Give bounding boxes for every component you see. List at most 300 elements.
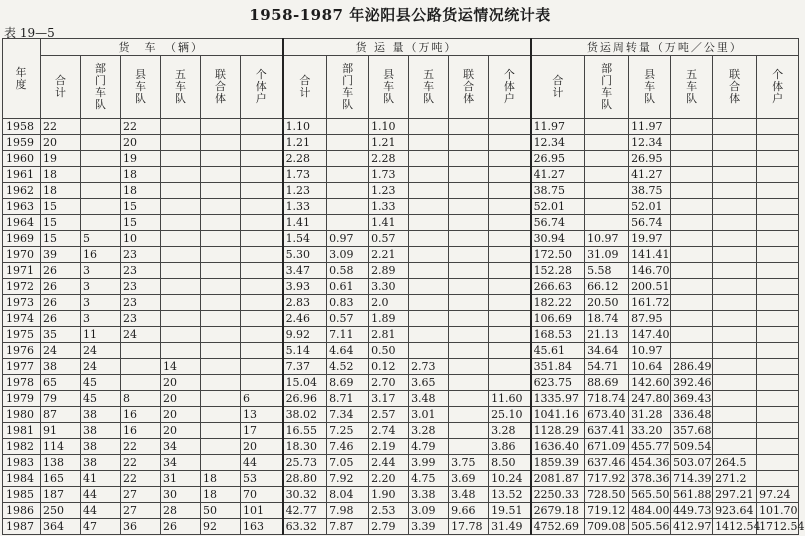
value-cell: 1335.97 bbox=[531, 391, 585, 407]
value-cell bbox=[449, 231, 489, 247]
value-cell: 509.54 bbox=[671, 439, 713, 455]
value-cell bbox=[489, 231, 531, 247]
value-cell: 22 bbox=[41, 119, 81, 135]
table-row bbox=[3, 151, 799, 167]
year-cell: 1963 bbox=[3, 199, 41, 215]
value-cell: 3.48 bbox=[409, 391, 449, 407]
value-cell: 114 bbox=[41, 439, 81, 455]
value-cell: 3.93 bbox=[283, 279, 327, 295]
year-cell: 1958 bbox=[3, 119, 41, 135]
value-cell: 39 bbox=[41, 247, 81, 263]
value-cell: 10.97 bbox=[629, 343, 671, 359]
table-row bbox=[3, 199, 799, 215]
value-cell bbox=[713, 263, 757, 279]
year-cell: 1977 bbox=[3, 359, 41, 375]
value-cell: 2679.18 bbox=[531, 503, 585, 519]
value-cell: 505.56 bbox=[629, 519, 671, 535]
value-cell bbox=[81, 119, 121, 135]
subheader-cell: 县车队 bbox=[369, 56, 409, 119]
value-cell bbox=[449, 391, 489, 407]
value-cell bbox=[489, 151, 531, 167]
value-cell: 16 bbox=[121, 423, 161, 439]
value-cell: 3.75 bbox=[449, 455, 489, 471]
value-cell bbox=[489, 279, 531, 295]
value-cell: 3.09 bbox=[409, 503, 449, 519]
value-cell: 369.43 bbox=[671, 391, 713, 407]
table-row bbox=[3, 183, 799, 199]
value-cell: 3.48 bbox=[449, 487, 489, 503]
value-cell bbox=[161, 263, 201, 279]
value-cell: 637.46 bbox=[585, 455, 629, 471]
value-cell: 16 bbox=[81, 247, 121, 263]
value-cell: 26 bbox=[41, 279, 81, 295]
value-cell bbox=[81, 167, 121, 183]
value-cell: 47 bbox=[81, 519, 121, 535]
value-cell: 10 bbox=[121, 231, 161, 247]
value-cell bbox=[449, 343, 489, 359]
value-cell bbox=[81, 183, 121, 199]
value-cell bbox=[201, 151, 241, 167]
value-cell: 2.28 bbox=[283, 151, 327, 167]
value-cell bbox=[489, 119, 531, 135]
value-cell bbox=[409, 295, 449, 311]
year-cell: 1985 bbox=[3, 487, 41, 503]
page-title: 1958-1987 年泌阳县公路货运情况统计表 bbox=[249, 6, 551, 24]
value-cell: 0.50 bbox=[369, 343, 409, 359]
subheader-cell: 部门车队 bbox=[327, 56, 369, 119]
value-cell: 3 bbox=[81, 279, 121, 295]
year-cell: 1980 bbox=[3, 407, 41, 423]
value-cell: 2.73 bbox=[409, 359, 449, 375]
value-cell: 41.27 bbox=[531, 167, 585, 183]
value-cell bbox=[241, 263, 283, 279]
header-group-vehicles: 货 车 （辆） bbox=[41, 39, 283, 56]
value-cell: 709.08 bbox=[585, 519, 629, 535]
value-cell bbox=[671, 231, 713, 247]
subheader-cell: 五车队 bbox=[409, 56, 449, 119]
value-cell bbox=[713, 327, 757, 343]
subheader-cell: 个体户 bbox=[489, 56, 531, 119]
value-cell: 2.57 bbox=[369, 407, 409, 423]
value-cell: 22 bbox=[121, 119, 161, 135]
value-cell: 2.44 bbox=[369, 455, 409, 471]
value-cell: 3.28 bbox=[489, 423, 531, 439]
value-cell bbox=[161, 279, 201, 295]
value-cell bbox=[327, 119, 369, 135]
value-cell bbox=[585, 135, 629, 151]
value-cell: 0.58 bbox=[327, 263, 369, 279]
value-cell: 1.73 bbox=[283, 167, 327, 183]
value-cell: 34 bbox=[161, 455, 201, 471]
value-cell: 30 bbox=[161, 487, 201, 503]
value-cell bbox=[713, 231, 757, 247]
value-cell: 8.04 bbox=[327, 487, 369, 503]
value-cell bbox=[713, 423, 757, 439]
value-cell bbox=[201, 231, 241, 247]
value-cell bbox=[585, 167, 629, 183]
year-cell: 1974 bbox=[3, 311, 41, 327]
subheader-cell: 合计 bbox=[531, 56, 585, 119]
value-cell bbox=[757, 231, 799, 247]
value-cell: 8 bbox=[121, 391, 161, 407]
value-cell bbox=[81, 135, 121, 151]
value-cell: 1859.39 bbox=[531, 455, 585, 471]
value-cell bbox=[489, 327, 531, 343]
value-cell: 38.75 bbox=[531, 183, 585, 199]
value-cell: 31 bbox=[161, 471, 201, 487]
value-cell: 30.94 bbox=[531, 231, 585, 247]
value-cell bbox=[409, 167, 449, 183]
subheader-cell: 部门车队 bbox=[585, 56, 629, 119]
value-cell: 1.41 bbox=[369, 215, 409, 231]
value-cell: 23 bbox=[121, 279, 161, 295]
value-cell: 718.74 bbox=[585, 391, 629, 407]
value-cell: 728.50 bbox=[585, 487, 629, 503]
value-cell bbox=[671, 167, 713, 183]
subheader-cell: 联合体 bbox=[449, 56, 489, 119]
value-cell bbox=[757, 455, 799, 471]
subheader-cell: 五车队 bbox=[161, 56, 201, 119]
value-cell: 3 bbox=[81, 311, 121, 327]
value-cell bbox=[757, 199, 799, 215]
value-cell: 88.69 bbox=[585, 375, 629, 391]
table-label: 表 19—5 bbox=[4, 26, 55, 40]
table-row bbox=[3, 263, 799, 279]
value-cell: 4752.69 bbox=[531, 519, 585, 535]
value-cell bbox=[757, 215, 799, 231]
value-cell bbox=[201, 135, 241, 151]
freight-statistics-table bbox=[2, 38, 805, 535]
value-cell bbox=[409, 279, 449, 295]
value-cell bbox=[161, 183, 201, 199]
value-cell: 2.89 bbox=[369, 263, 409, 279]
table-row bbox=[3, 343, 799, 359]
value-cell: 2250.33 bbox=[531, 487, 585, 503]
value-cell: 200.51 bbox=[629, 279, 671, 295]
value-cell: 34.64 bbox=[585, 343, 629, 359]
value-cell bbox=[201, 359, 241, 375]
value-cell bbox=[757, 407, 799, 423]
value-cell: 7.37 bbox=[283, 359, 327, 375]
year-cell: 1982 bbox=[3, 439, 41, 455]
value-cell: 2.21 bbox=[369, 247, 409, 263]
value-cell bbox=[713, 295, 757, 311]
value-cell: 1.21 bbox=[369, 135, 409, 151]
value-cell: 18 bbox=[121, 167, 161, 183]
value-cell: 56.74 bbox=[629, 215, 671, 231]
value-cell: 357.68 bbox=[671, 423, 713, 439]
value-cell bbox=[585, 215, 629, 231]
value-cell bbox=[241, 119, 283, 135]
table-row bbox=[3, 327, 799, 343]
value-cell: 18 bbox=[201, 471, 241, 487]
value-cell bbox=[201, 215, 241, 231]
value-cell: 106.69 bbox=[531, 311, 585, 327]
year-cell: 1960 bbox=[3, 151, 41, 167]
value-cell: 671.09 bbox=[585, 439, 629, 455]
value-cell: 44 bbox=[241, 455, 283, 471]
value-cell bbox=[161, 215, 201, 231]
value-cell: 42.77 bbox=[283, 503, 327, 519]
year-cell: 1984 bbox=[3, 471, 41, 487]
value-cell: 3.09 bbox=[327, 247, 369, 263]
value-cell: 11.97 bbox=[531, 119, 585, 135]
value-cell: 3.69 bbox=[449, 471, 489, 487]
value-cell: 36 bbox=[121, 519, 161, 535]
value-cell bbox=[489, 295, 531, 311]
value-cell bbox=[585, 183, 629, 199]
value-cell: 97.24 bbox=[757, 487, 799, 503]
value-cell bbox=[757, 375, 799, 391]
year-cell: 1961 bbox=[3, 167, 41, 183]
value-cell: 19 bbox=[41, 151, 81, 167]
value-cell: 20 bbox=[241, 439, 283, 455]
value-cell: 271.2 bbox=[713, 471, 757, 487]
value-cell: 20 bbox=[161, 423, 201, 439]
value-cell: 19.51 bbox=[489, 503, 531, 519]
table-row bbox=[3, 119, 799, 135]
value-cell bbox=[757, 119, 799, 135]
value-cell: 4.52 bbox=[327, 359, 369, 375]
value-cell: 1.23 bbox=[369, 183, 409, 199]
value-cell bbox=[241, 215, 283, 231]
value-cell bbox=[713, 375, 757, 391]
value-cell: 5.58 bbox=[585, 263, 629, 279]
value-cell: 87.95 bbox=[629, 311, 671, 327]
value-cell: 53 bbox=[241, 471, 283, 487]
value-cell: 38.02 bbox=[283, 407, 327, 423]
table-row bbox=[3, 215, 799, 231]
value-cell bbox=[409, 247, 449, 263]
value-cell: 2.0 bbox=[369, 295, 409, 311]
year-cell: 1970 bbox=[3, 247, 41, 263]
value-cell bbox=[489, 247, 531, 263]
value-cell: 16.55 bbox=[283, 423, 327, 439]
value-cell: 44 bbox=[81, 487, 121, 503]
value-cell: 45.61 bbox=[531, 343, 585, 359]
value-cell: 20 bbox=[41, 135, 81, 151]
value-cell bbox=[757, 311, 799, 327]
value-cell: 923.64 bbox=[713, 503, 757, 519]
value-cell: 714.39 bbox=[671, 471, 713, 487]
value-cell bbox=[757, 167, 799, 183]
value-cell bbox=[241, 375, 283, 391]
value-cell bbox=[201, 263, 241, 279]
value-cell: 503.07 bbox=[671, 455, 713, 471]
value-cell: 23 bbox=[121, 295, 161, 311]
value-cell: 11.97 bbox=[629, 119, 671, 135]
value-cell bbox=[241, 343, 283, 359]
value-cell bbox=[757, 135, 799, 151]
value-cell: 26.95 bbox=[531, 151, 585, 167]
value-cell: 163 bbox=[241, 519, 283, 535]
value-cell: 25.73 bbox=[283, 455, 327, 471]
value-cell: 26 bbox=[41, 311, 81, 327]
value-cell bbox=[449, 199, 489, 215]
value-cell: 15.04 bbox=[283, 375, 327, 391]
value-cell: 3.99 bbox=[409, 455, 449, 471]
value-cell bbox=[161, 135, 201, 151]
value-cell: 28.80 bbox=[283, 471, 327, 487]
value-cell bbox=[161, 167, 201, 183]
value-cell: 79 bbox=[41, 391, 81, 407]
subheader-cell: 个体户 bbox=[757, 56, 799, 119]
value-cell bbox=[489, 359, 531, 375]
value-cell: 2.53 bbox=[369, 503, 409, 519]
value-cell bbox=[449, 375, 489, 391]
value-cell bbox=[671, 151, 713, 167]
value-cell: 17.78 bbox=[449, 519, 489, 535]
value-cell bbox=[201, 423, 241, 439]
value-cell bbox=[489, 183, 531, 199]
value-cell bbox=[409, 263, 449, 279]
value-cell bbox=[449, 359, 489, 375]
table-row bbox=[3, 407, 799, 423]
value-cell bbox=[671, 327, 713, 343]
value-cell: 0.61 bbox=[327, 279, 369, 295]
value-cell: 2.46 bbox=[283, 311, 327, 327]
value-cell bbox=[327, 151, 369, 167]
value-cell bbox=[201, 295, 241, 311]
value-cell: 2.81 bbox=[369, 327, 409, 343]
value-cell: 22 bbox=[121, 439, 161, 455]
table-row bbox=[3, 423, 799, 439]
value-cell bbox=[713, 119, 757, 135]
value-cell: 1.10 bbox=[283, 119, 327, 135]
value-cell: 23 bbox=[121, 311, 161, 327]
value-cell: 165 bbox=[41, 471, 81, 487]
value-cell bbox=[671, 343, 713, 359]
value-cell: 1.21 bbox=[283, 135, 327, 151]
value-cell: 38 bbox=[81, 439, 121, 455]
value-cell bbox=[449, 279, 489, 295]
value-cell bbox=[327, 215, 369, 231]
value-cell: 392.46 bbox=[671, 375, 713, 391]
value-cell: 1.10 bbox=[369, 119, 409, 135]
year-cell: 1978 bbox=[3, 375, 41, 391]
value-cell: 34 bbox=[161, 439, 201, 455]
value-cell: 38 bbox=[81, 423, 121, 439]
value-cell bbox=[241, 135, 283, 151]
value-cell: 378.36 bbox=[629, 471, 671, 487]
value-cell: 12.34 bbox=[531, 135, 585, 151]
value-cell bbox=[713, 439, 757, 455]
value-cell: 7.46 bbox=[327, 439, 369, 455]
value-cell bbox=[489, 263, 531, 279]
value-cell: 15 bbox=[41, 231, 81, 247]
value-cell: 91 bbox=[41, 423, 81, 439]
value-cell bbox=[713, 343, 757, 359]
value-cell: 28 bbox=[161, 503, 201, 519]
value-cell: 20 bbox=[161, 375, 201, 391]
value-cell: 187 bbox=[41, 487, 81, 503]
value-cell: 1636.40 bbox=[531, 439, 585, 455]
value-cell: 45 bbox=[81, 391, 121, 407]
value-cell bbox=[81, 199, 121, 215]
value-cell: 63.32 bbox=[283, 519, 327, 535]
value-cell bbox=[409, 183, 449, 199]
value-cell: 286.49 bbox=[671, 359, 713, 375]
value-cell bbox=[757, 343, 799, 359]
value-cell: 565.50 bbox=[629, 487, 671, 503]
value-cell: 19.97 bbox=[629, 231, 671, 247]
value-cell: 66.12 bbox=[585, 279, 629, 295]
value-cell bbox=[713, 215, 757, 231]
value-cell: 18.74 bbox=[585, 311, 629, 327]
value-cell: 1.54 bbox=[283, 231, 327, 247]
value-cell: 412.97 bbox=[671, 519, 713, 535]
value-cell bbox=[201, 407, 241, 423]
value-cell bbox=[161, 151, 201, 167]
value-cell bbox=[449, 423, 489, 439]
year-cell: 1986 bbox=[3, 503, 41, 519]
value-cell bbox=[241, 359, 283, 375]
value-cell: 31.28 bbox=[629, 407, 671, 423]
table-row bbox=[3, 503, 799, 519]
value-cell bbox=[449, 119, 489, 135]
value-cell: 719.12 bbox=[585, 503, 629, 519]
value-cell: 19 bbox=[121, 151, 161, 167]
value-cell: 56.74 bbox=[531, 215, 585, 231]
value-cell: 24 bbox=[41, 343, 81, 359]
value-cell: 1.73 bbox=[369, 167, 409, 183]
value-cell: 52.01 bbox=[531, 199, 585, 215]
value-cell: 717.92 bbox=[585, 471, 629, 487]
value-cell: 351.84 bbox=[531, 359, 585, 375]
value-cell bbox=[241, 295, 283, 311]
table-body bbox=[3, 119, 805, 535]
value-cell: 297.21 bbox=[713, 487, 757, 503]
value-cell bbox=[489, 135, 531, 151]
value-cell: 2.70 bbox=[369, 375, 409, 391]
value-cell bbox=[241, 151, 283, 167]
value-cell bbox=[713, 247, 757, 263]
year-cell: 1975 bbox=[3, 327, 41, 343]
value-cell: 3.28 bbox=[409, 423, 449, 439]
value-cell bbox=[449, 263, 489, 279]
value-cell: 15 bbox=[41, 199, 81, 215]
value-cell: 7.11 bbox=[327, 327, 369, 343]
value-cell bbox=[449, 247, 489, 263]
subheader-cell: 联合体 bbox=[713, 56, 757, 119]
value-cell: 152.28 bbox=[531, 263, 585, 279]
value-cell: 623.75 bbox=[531, 375, 585, 391]
subheader-row bbox=[3, 56, 799, 119]
value-cell: 0.83 bbox=[327, 295, 369, 311]
value-cell bbox=[713, 199, 757, 215]
header-group-turnover: 货运周转量（万吨／公里） bbox=[531, 39, 799, 56]
year-cell: 1959 bbox=[3, 135, 41, 151]
value-cell: 2.28 bbox=[369, 151, 409, 167]
value-cell: 141.41 bbox=[629, 247, 671, 263]
table-row bbox=[3, 135, 799, 151]
value-cell bbox=[81, 151, 121, 167]
value-cell: 264.5 bbox=[713, 455, 757, 471]
value-cell: 4.64 bbox=[327, 343, 369, 359]
value-cell: 0.57 bbox=[369, 231, 409, 247]
table-row bbox=[3, 391, 799, 407]
table-row bbox=[3, 375, 799, 391]
value-cell: 7.92 bbox=[327, 471, 369, 487]
value-cell bbox=[201, 327, 241, 343]
value-cell bbox=[327, 183, 369, 199]
value-cell: 364 bbox=[41, 519, 81, 535]
value-cell bbox=[713, 167, 757, 183]
value-cell: 20 bbox=[161, 407, 201, 423]
value-cell: 336.48 bbox=[671, 407, 713, 423]
value-cell bbox=[241, 199, 283, 215]
value-cell: 2.19 bbox=[369, 439, 409, 455]
